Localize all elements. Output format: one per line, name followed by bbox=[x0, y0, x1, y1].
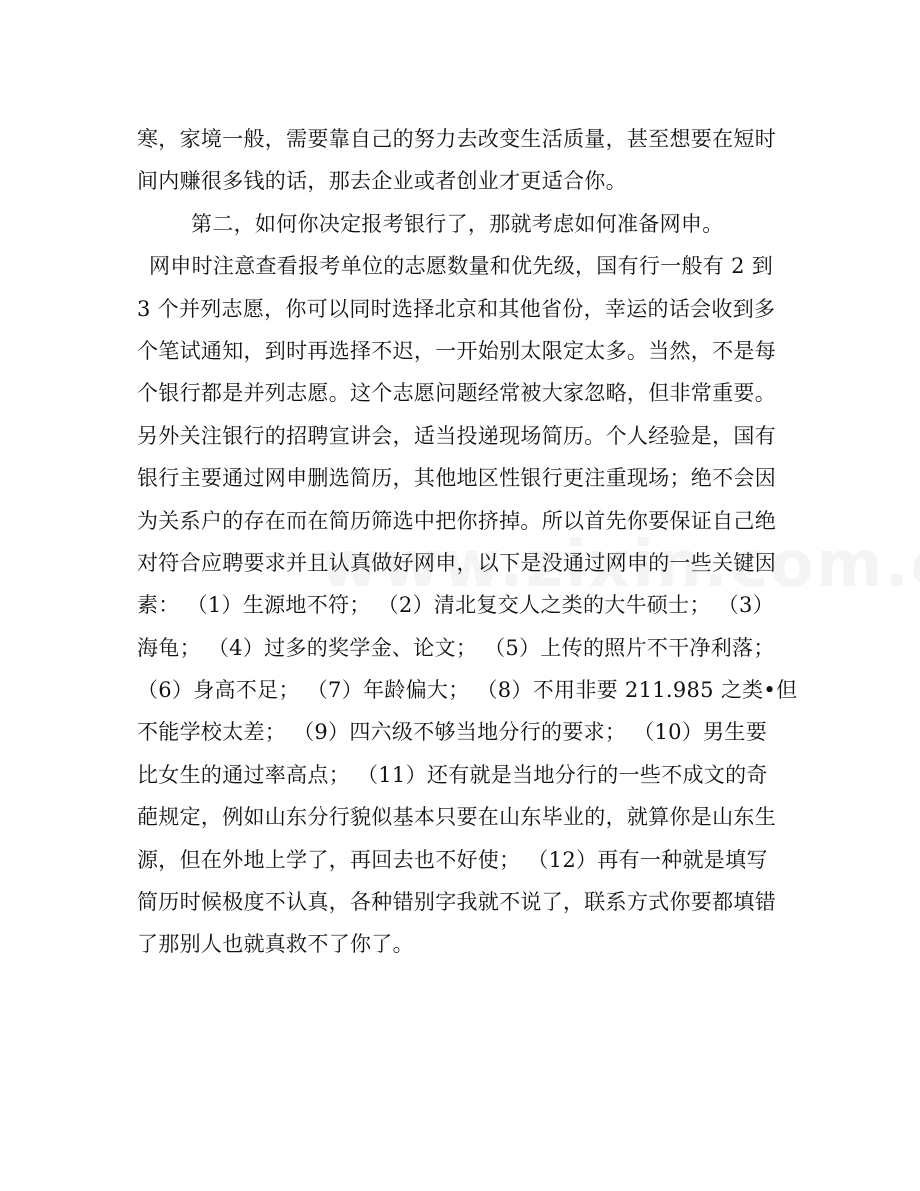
text-line: 海龟； （4）过多的奖学金、论文； （5）上传的照片不干净利落； bbox=[137, 635, 775, 660]
document-body bbox=[137, 118, 798, 966]
text-line: 另外关注银行的招聘宣讲会，适当投递现场简历。个人经验是，国有 bbox=[137, 423, 776, 448]
text-line: 3 个并列志愿，你可以同时选择北京和其他省份，幸运的话会收到多 bbox=[137, 296, 776, 321]
text-line: 源，但在外地上学了，再回去也不好使； （12）再有一种就是填写 bbox=[137, 847, 768, 872]
text-line: 间内赚很多钱的话，那去企业或者创业才更适合你。 bbox=[137, 169, 627, 194]
text-line: 寒，家境一般，需要靠自己的努力去改变生活质量，甚至想要在短时 bbox=[137, 127, 776, 151]
text-line: 葩规定，例如山东分行貌似基本只要在山东毕业的，就算你是山东生 bbox=[137, 805, 776, 830]
text-line: 个笔试通知，到时再选择不迟，一开始别太限定太多。当然，不是每 bbox=[137, 338, 776, 363]
text-line: 对符合应聘要求并且认真做好网申，以下是没通过网申的一些关键因 bbox=[137, 550, 776, 575]
text-line: 了那别人也就真救不了你了。 bbox=[137, 932, 414, 957]
text-line: 第二，如何你决定报考银行了，那就考虑如何准备网申。 bbox=[191, 211, 724, 236]
text-line: 网申时注意查看报考单位的志愿数量和优先级，国有行一般有 2 到 bbox=[149, 254, 774, 279]
text-line: 银行主要通过网申删选简历，其他地区性银行更注重现场；绝不会因 bbox=[137, 466, 776, 491]
text-line: 为关系户的存在而在简历筛选中把你挤掉。所以首先你要保证自己绝 bbox=[137, 508, 776, 533]
text-line: 简历时候极度不认真，各种错别字我就不说了，联系方式你要都填错 bbox=[137, 890, 776, 915]
text-line: 个银行都是并列志愿。这个志愿问题经常被大家忽略，但非常重要。 bbox=[137, 381, 776, 406]
text-line: 素： （1）生源地不符； （2）清北复交人之类的大牛硕士； （3） bbox=[137, 593, 775, 618]
text-line: （6）身高不足； （7）年龄偏大； （8）不用非要 211.985 之类•但 bbox=[137, 678, 798, 703]
text-line: 比女生的通过率高点； （11）还有就是当地分行的一些不成文的奇 bbox=[137, 762, 768, 787]
text-line: 不能学校太差； （9）四六级不够当地分行的要求； （10）男生要 bbox=[137, 720, 768, 745]
